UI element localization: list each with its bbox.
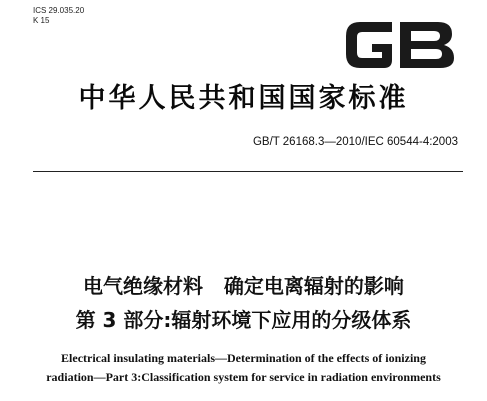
chinese-title-line-1: 电气绝缘材料 确定电离辐射的影响 <box>83 274 404 298</box>
chinese-title-line-2: 第 3 部分:辐射环境下应用的分级体系 <box>75 308 412 332</box>
header-divider <box>33 171 463 172</box>
english-title-line-1: Electrical insulating materials—Determination of the effects of ionizing <box>61 351 426 365</box>
ics-code: ICS 29.035.20 <box>33 6 85 15</box>
standard-title: 中华人民共和国国家标准 <box>78 83 409 114</box>
ccs-code: K 15 <box>33 16 50 25</box>
gb-logo <box>340 12 458 76</box>
standard-number: GB/T 26168.3—2010/IEC 60544-4:2003 <box>252 136 458 148</box>
english-title-line-2: radiation—Part 3:Classification system for service in radiation environments <box>46 370 441 384</box>
